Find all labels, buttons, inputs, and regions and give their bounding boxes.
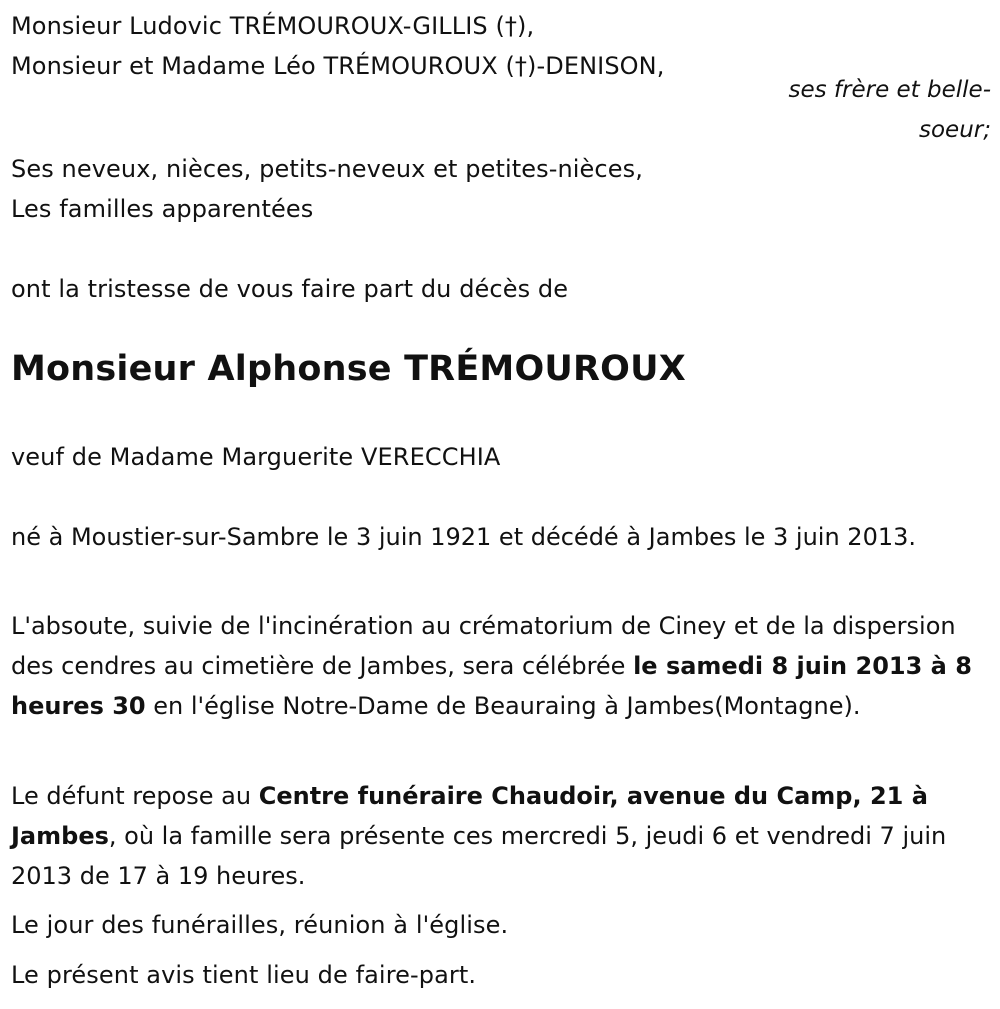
ceremony-text-after: en l'église Notre-Dame de Beauraing à Jambes(Montagne). bbox=[145, 692, 861, 720]
ceremony-paragraph bbox=[11, 606, 986, 726]
relation-text-line-1: ses frère et belle- bbox=[788, 77, 991, 103]
meeting-text: Le jour des funérailles, réunion à l'église. bbox=[11, 911, 509, 939]
extended-family-line-1: Ses neveux, nièces, petits-neveux et petites-nièces, bbox=[11, 155, 643, 183]
widower-text: veuf de Madame Marguerite VERECCHIA bbox=[11, 443, 501, 471]
relative-line-2: Monsieur et Madame Léo TRÉMOUROUX (†)-DENISON, bbox=[11, 52, 665, 80]
birth-death-text: né à Moustier-sur-Sambre le 3 juin 1921 et décédé à Jambes le 3 juin 2013. bbox=[11, 523, 917, 551]
visitation-paragraph bbox=[11, 776, 986, 896]
relation-text-line-2: soeur; bbox=[919, 117, 991, 143]
relative-line-1: Monsieur Ludovic TRÉMOUROUX-GILLIS (†), bbox=[11, 12, 535, 40]
announcement-text: ont la tristesse de vous faire part du décès de bbox=[11, 275, 569, 303]
visitation-text-before: Le défunt repose au bbox=[11, 782, 259, 810]
ceremony-text-before: L'absoute, suivie de l'incinération au crématorium de Ciney et de la dispersion des cendres au cimetière de Jambes, sera célébrée bbox=[11, 612, 956, 680]
deceased-name: Monsieur Alphonse TRÉMOUROUX bbox=[11, 349, 686, 389]
extended-family-line-2: Les familles apparentées bbox=[11, 195, 314, 223]
visitation-location: Centre funéraire Chaudoir, avenue du Camp, 21 à Jambes bbox=[11, 782, 928, 850]
ceremony-datetime: le samedi 8 juin 2013 à 8 heures 30 bbox=[11, 652, 972, 720]
visitation-text-after: , où la famille sera présente ces mercredi 5, jeudi 6 et vendredi 7 juin 2013 de 17 à 19 heures. bbox=[11, 822, 947, 890]
notice-text: Le présent avis tient lieu de faire-part. bbox=[11, 961, 477, 989]
